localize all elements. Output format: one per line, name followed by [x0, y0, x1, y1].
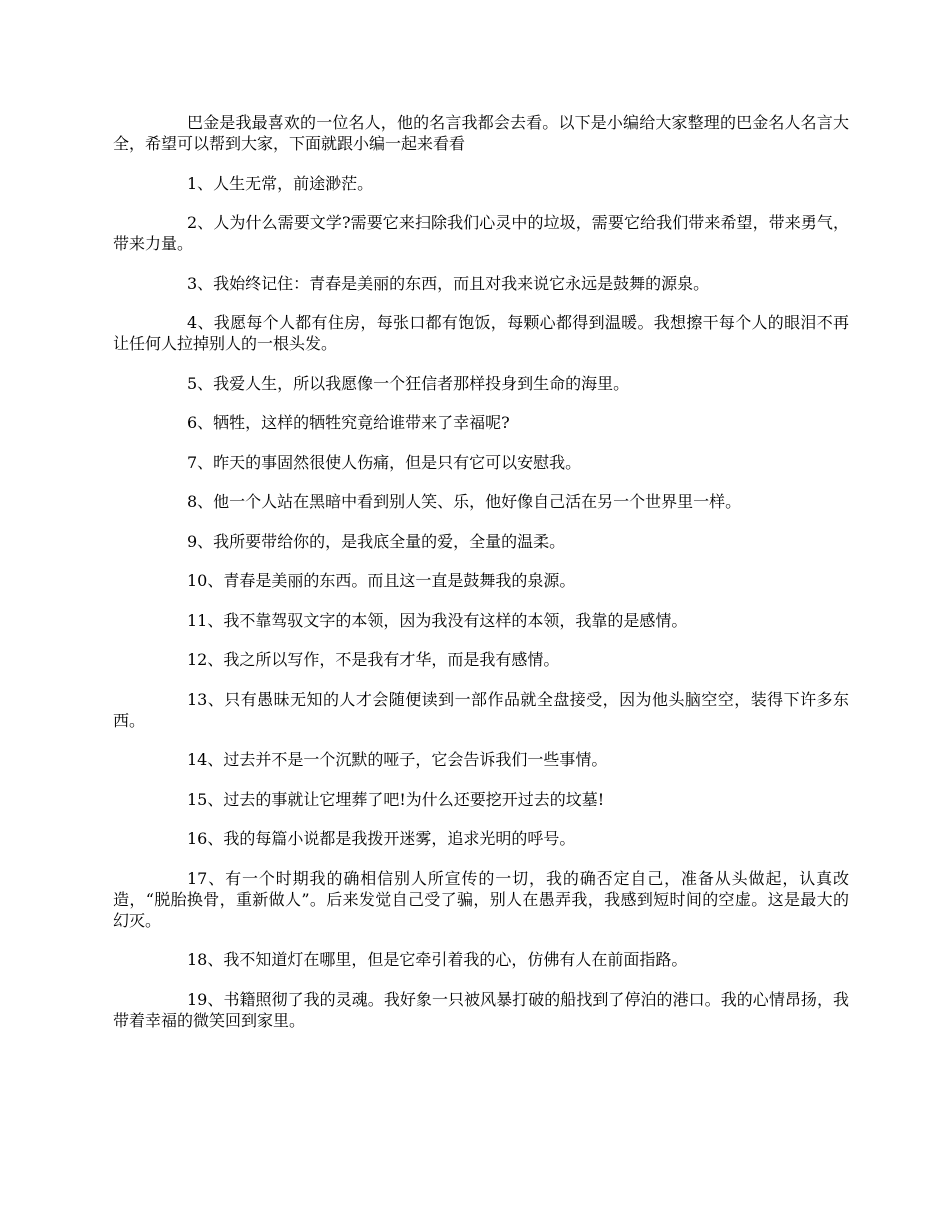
quote-19: 19、书籍照彻了我的灵魂。我好象一只被风暴打破的船找到了停泊的港口。我的心情昂扬，我带着幸福的微笑回到家里。	[113, 989, 849, 1030]
quote-12: 12、我之所以写作，不是我有才华，而是我有感情。	[187, 650, 560, 669]
quote-2: 2、人为什么需要文学?需要它来扫除我们心灵中的垃圾，需要它给我们带来希望，带来勇气，带来力量。	[113, 213, 849, 253]
quote-10: 10、青春是美丽的东西。而且这一直是鼓舞我的泉源。	[187, 571, 576, 590]
quote-18: 18、我不知道灯在哪里，但是它牵引着我的心，仿佛有人在前面指路。	[187, 950, 688, 969]
quote-17: 17、有一个时期我的确相信别人所宣传的一切，我的确否定自己，准备从头做起，认真改造，“脱胎换骨，重新做人”。后来发觉自己受了骗，别人在愚弄我，我感到短时间的空虚。这是最大的幻灭。	[113, 868, 849, 930]
quote-1: 1、人生无常，前途渺茫。	[187, 173, 374, 193]
quote-7: 7、昨天的事固然很使人伤痛，但是只有它可以安慰我。	[187, 452, 582, 472]
document-body	[113, 112, 849, 1049]
quote-14: 14、过去并不是一个沉默的哑子，它会告诉我们一些事情。	[187, 750, 608, 769]
quote-16: 16、我的每篇小说都是我拨开迷雾，追求光明的呼号。	[187, 829, 576, 848]
quote-4: 4、我愿每个人都有住房，每张口都有饱饭，每颗心都得到温暖。我想擦干每个人的眼泪不再让任何人拉掉别人的一根头发。	[113, 313, 849, 353]
quote-9: 9、我所要带给你的，是我底全量的爱，全量的温柔。	[187, 531, 566, 551]
intro-paragraph: 巴金是我最喜欢的一位名人，他的名言我都会去看。以下是小编给大家整理的巴金名人名言大全，希望可以帮到大家，下面就跟小编一起来看看	[113, 113, 849, 153]
quote-5: 5、我爱人生，所以我愿像一个狂信者那样投身到生命的海里。	[187, 373, 630, 393]
quote-13: 13、只有愚昧无知的人才会随便读到一部作品就全盘接受，因为他头脑空空，装得下许多东西。	[113, 689, 849, 730]
quote-6: 6、牺牲，这样的牺牲究竟给谁带来了幸福呢?	[187, 413, 510, 432]
quote-15: 15、过去的事就让它埋葬了吧!为什么还要挖开过去的坟墓!	[187, 789, 605, 809]
quote-3: 3、我始终记住：青春是美丽的东西，而且对我来说它永远是鼓舞的源泉。	[187, 273, 710, 293]
quote-8: 8、他一个人站在黑暗中看到别人笑、乐，他好像自己活在另一个世界里一样。	[187, 492, 742, 511]
quote-11: 11、我不靠驾驭文字的本领，因为我没有这样的本领，我靠的是感情。	[187, 610, 688, 630]
